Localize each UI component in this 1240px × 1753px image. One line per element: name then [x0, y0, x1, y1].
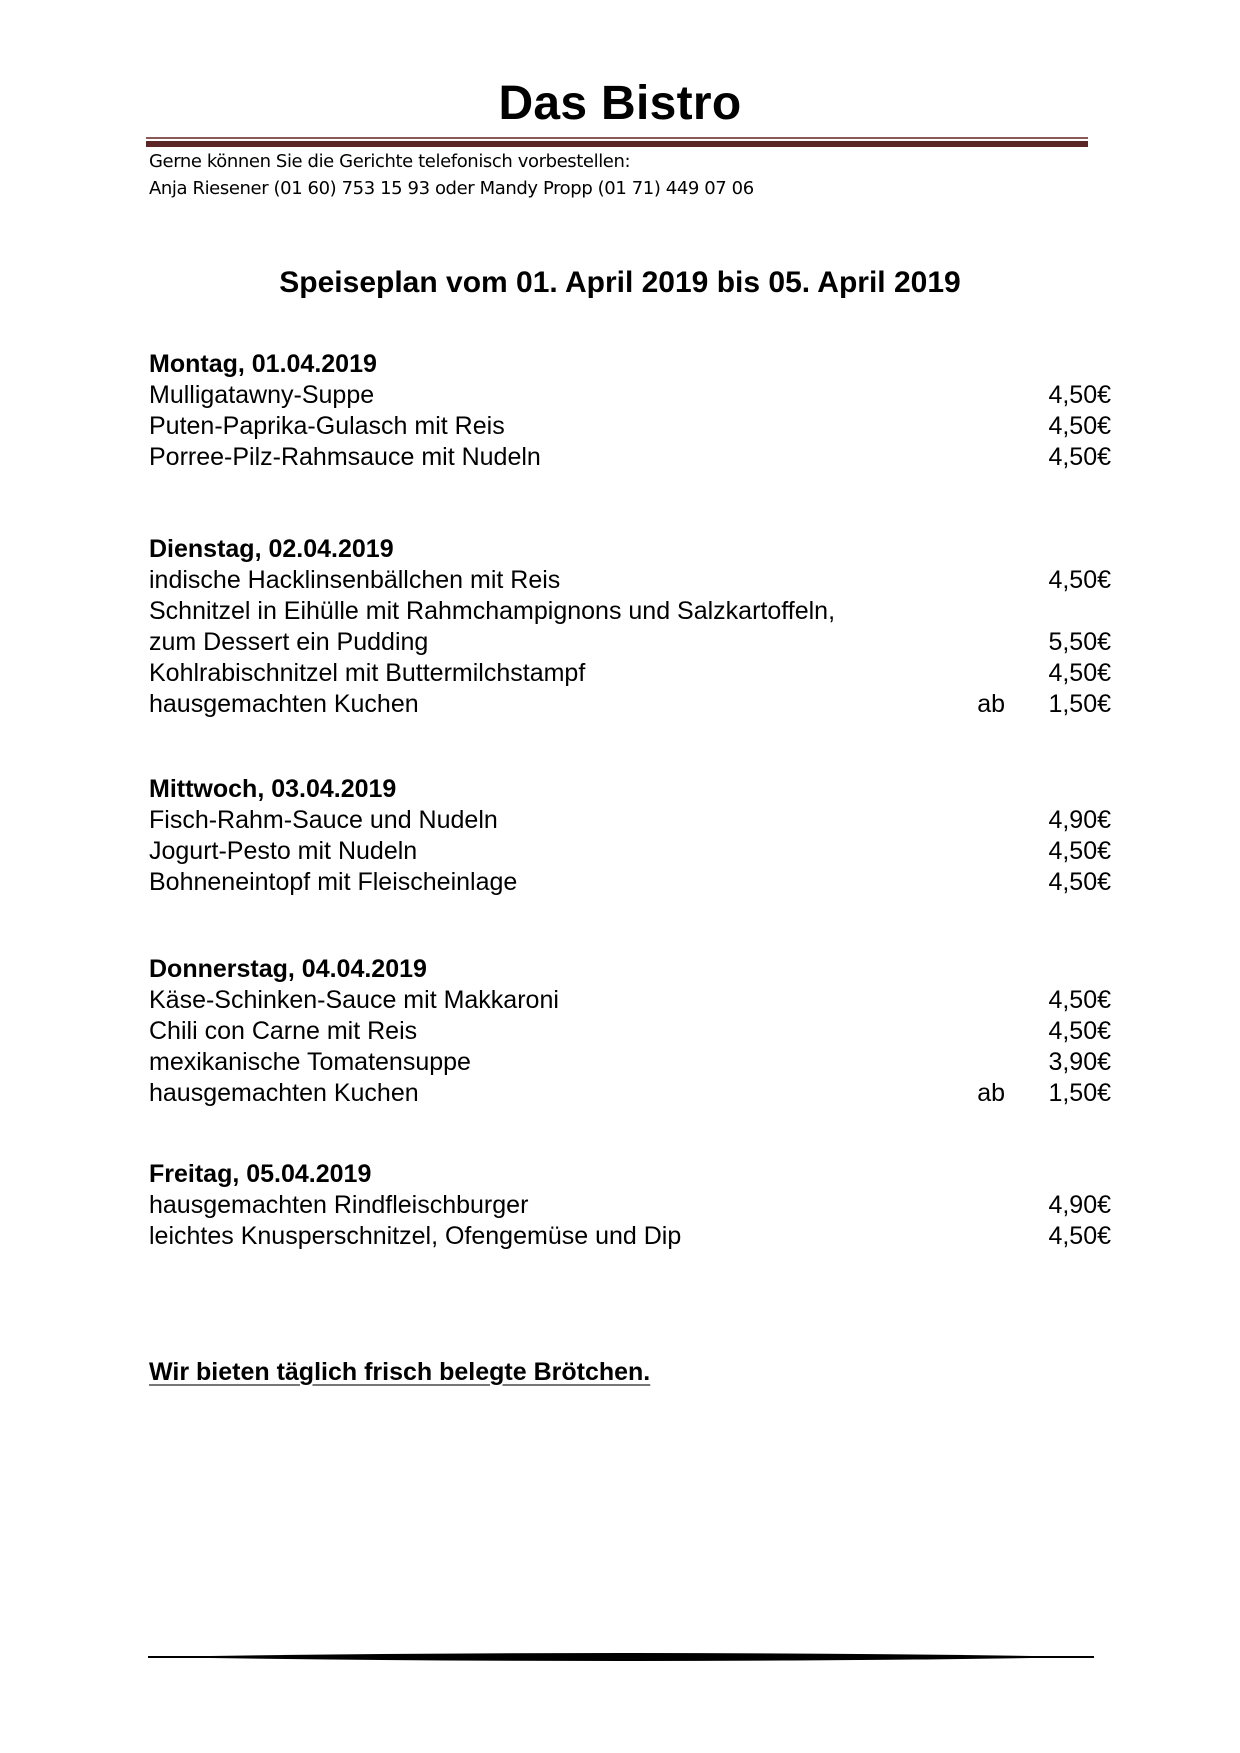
menu-item-name: Porree-Pilz-Rahmsauce mit Nudeln [149, 443, 541, 471]
menu-item-name: mexikanische Tomatensuppe [149, 1048, 471, 1076]
menu-item-name: Bohneneintopf mit Fleischeinlage [149, 868, 518, 896]
menu-item-name: Kohlrabischnitzel mit Buttermilchstampf [149, 659, 586, 687]
menu-item-name: indische Hacklinsenbällchen mit Reis [149, 566, 561, 594]
menu-item-price: 4,50€ [1048, 837, 1111, 865]
menu-item [149, 1221, 1111, 1252]
menu-item-name: zum Dessert ein Pudding [149, 628, 429, 656]
day-section-friday [149, 1159, 1111, 1252]
day-section-wednesday [149, 774, 1111, 898]
menu-item [149, 1078, 1111, 1109]
menu-item-price: 4,90€ [1048, 806, 1111, 834]
menu-item [149, 1016, 1111, 1047]
menu-item [149, 985, 1111, 1016]
day-title: Freitag, 05.04.2019 [149, 1160, 372, 1188]
menu-item-price: 1,50€ [1048, 690, 1111, 718]
menu-item-price: 4,50€ [1048, 412, 1111, 440]
footer-divider-line [148, 1656, 1094, 1658]
day-section-monday [149, 349, 1111, 473]
menu-item-price: 4,50€ [1048, 868, 1111, 896]
menu-item-name: Schnitzel in Eihülle mit Rahmchampignons und Salzkartoffeln, [149, 597, 836, 625]
menu-item-price: 5,50€ [1048, 628, 1111, 656]
menu-item [149, 658, 1111, 689]
day-title: Montag, 01.04.2019 [149, 350, 377, 378]
menu-item-name: leichtes Knusperschnitzel, Ofengemüse und Dip [149, 1222, 682, 1250]
menu-plan-heading: Speiseplan vom 01. April 2019 bis 05. April 2019 [279, 266, 961, 299]
menu-item [149, 627, 1111, 658]
menu-item-name: Puten-Paprika-Gulasch mit Reis [149, 412, 505, 440]
menu-item [149, 1190, 1111, 1221]
menu-item-name: Jogurt-Pesto mit Nudeln [149, 837, 418, 865]
menu-item-price: 4,50€ [1048, 986, 1111, 1014]
menu-item [149, 1047, 1111, 1078]
bread-rolls-notice: Wir bieten täglich frisch belegte Brötchen. [149, 1358, 651, 1386]
day-title: Donnerstag, 04.04.2019 [149, 955, 427, 983]
menu-item-price: 3,90€ [1048, 1048, 1111, 1076]
menu-item-price: 4,50€ [1048, 443, 1111, 471]
menu-item [149, 565, 1111, 596]
menu-item [149, 596, 1111, 627]
menu-item-price: 4,50€ [1048, 659, 1111, 687]
day-section-tuesday [149, 534, 1111, 720]
menu-item-price: 4,50€ [1048, 1222, 1111, 1250]
header-divider-thick-line [146, 141, 1088, 147]
document-title: Das Bistro [498, 77, 742, 130]
menu-item-price: 4,50€ [1048, 381, 1111, 409]
menu-item [149, 411, 1111, 442]
day-section-thursday [149, 954, 1111, 1109]
day-title: Mittwoch, 03.04.2019 [149, 775, 397, 803]
menu-item [149, 689, 1111, 720]
contact-line-phones: Anja Riesener (01 60) 753 15 93 oder Mandy Propp (01 71) 449 07 06 [149, 178, 754, 199]
menu-item-name: Käse-Schinken-Sauce mit Makkaroni [149, 986, 559, 1014]
menu-item [149, 442, 1111, 473]
menu-item [149, 805, 1111, 836]
header-divider [146, 137, 1088, 147]
menu-item-price: 4,90€ [1048, 1191, 1111, 1219]
menu-item-name: hausgemachten Kuchen [149, 1079, 419, 1107]
contact-info [149, 148, 754, 202]
menu-item-price-prefix: ab [977, 690, 1005, 718]
menu-item-name: Chili con Carne mit Reis [149, 1017, 418, 1045]
menu-item-name: hausgemachten Kuchen [149, 690, 419, 718]
menu-item-price: 1,50€ [1048, 1079, 1111, 1107]
menu-item [149, 836, 1111, 867]
menu-item-name: Fisch-Rahm-Sauce und Nudeln [149, 806, 498, 834]
day-title: Dienstag, 02.04.2019 [149, 535, 394, 563]
menu-item-name: hausgemachten Rindfleischburger [149, 1191, 529, 1219]
menu-item-price-prefix: ab [977, 1079, 1005, 1107]
menu-item-price: 4,50€ [1048, 566, 1111, 594]
menu-item-price: 4,50€ [1048, 1017, 1111, 1045]
footer-divider [148, 1650, 1094, 1664]
header-divider-thin-line [146, 137, 1088, 139]
contact-line-preorder: Gerne können Sie die Gerichte telefonisch vorbestellen: [149, 151, 631, 172]
menu-item-name: Mulligatawny-Suppe [149, 381, 375, 409]
menu-item [149, 867, 1111, 898]
menu-item [149, 380, 1111, 411]
